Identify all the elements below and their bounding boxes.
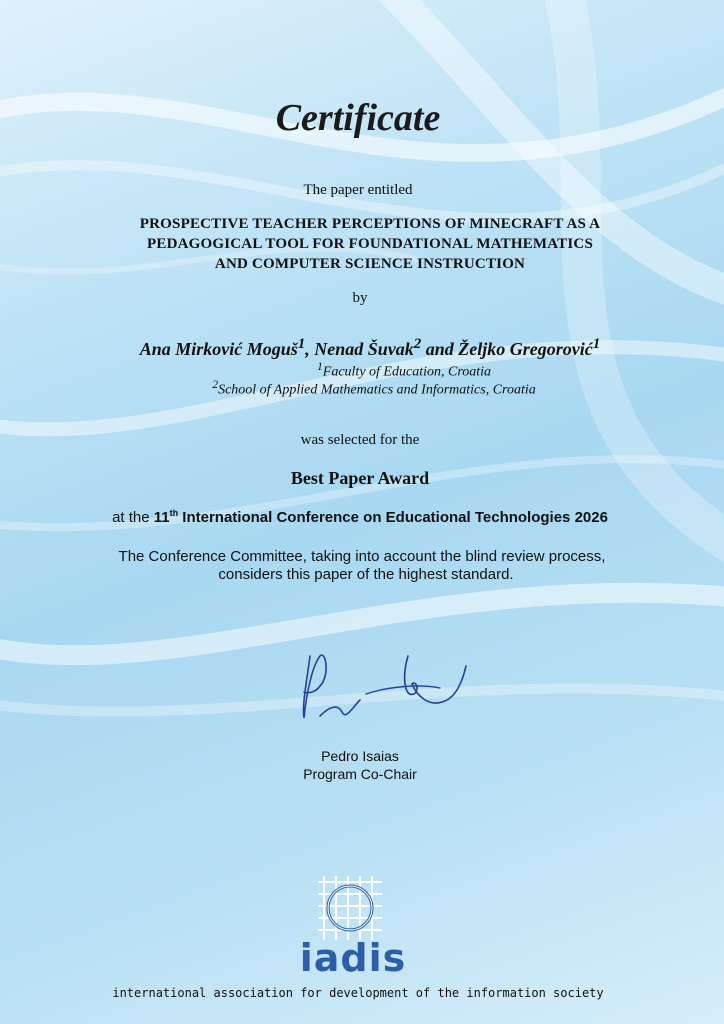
affiliation bbox=[12, 378, 724, 399]
conference-line bbox=[0, 508, 722, 526]
affiliation-mark: 2 bbox=[212, 378, 219, 391]
author-name: Nenad Šuvak bbox=[314, 339, 414, 359]
authors bbox=[8, 336, 724, 360]
affiliation-text: School of Applied Mathematics and Informatics, Croatia bbox=[218, 382, 536, 398]
paper-title-line: PROSPECTIVE TEACHER PERCEPTIONS OF MINECRAFT AS A bbox=[139, 216, 601, 232]
committee-statement-line: considers this paper of the highest standard. bbox=[218, 566, 514, 583]
signer-name: Pedro Isaias bbox=[321, 748, 399, 764]
author-name: Željko Gregorović bbox=[458, 339, 593, 359]
conference-number: 11 bbox=[153, 509, 170, 526]
certificate-title: Certificate bbox=[275, 97, 441, 139]
intro-text: The paper entitled bbox=[303, 182, 413, 198]
author-affiliation-mark: 1 bbox=[592, 336, 601, 352]
author-separator: and bbox=[421, 339, 459, 359]
conference-prefix: at the bbox=[112, 509, 154, 526]
iadis-logo: iadis bbox=[299, 936, 407, 980]
selected-text: was selected for the bbox=[300, 432, 420, 448]
globe-grid-icon bbox=[316, 872, 384, 944]
footer-organization: international association for development of the information society bbox=[112, 986, 604, 1000]
author-affiliation-mark: 1 bbox=[297, 336, 306, 352]
author-separator: , bbox=[305, 339, 315, 359]
conference-name: International Conference on Educational Technologies 2026 bbox=[178, 509, 608, 526]
paper-title-line: PEDAGOGICAL TOOL FOR FOUNDATIONAL MATHEMATICS bbox=[147, 236, 593, 252]
handwritten-signature bbox=[290, 636, 490, 736]
conference-ordinal: th bbox=[169, 508, 179, 518]
author-affiliation-mark: 2 bbox=[413, 336, 422, 352]
affiliation-text: Faculty of Education, Croatia bbox=[322, 364, 492, 380]
author-name: Ana Mirković Moguš bbox=[139, 339, 298, 359]
committee-statement-line: The Conference Committee, taking into account the blind review process, bbox=[118, 548, 606, 565]
by-text: by bbox=[352, 290, 368, 306]
affiliation-mark: 1 bbox=[316, 360, 323, 373]
paper-title-line: AND COMPUTER SCIENCE INSTRUCTION bbox=[214, 256, 526, 272]
signer-role: Program Co-Chair bbox=[303, 766, 417, 782]
paper-title bbox=[8, 214, 724, 274]
award-name: Best Paper Award bbox=[290, 468, 430, 488]
